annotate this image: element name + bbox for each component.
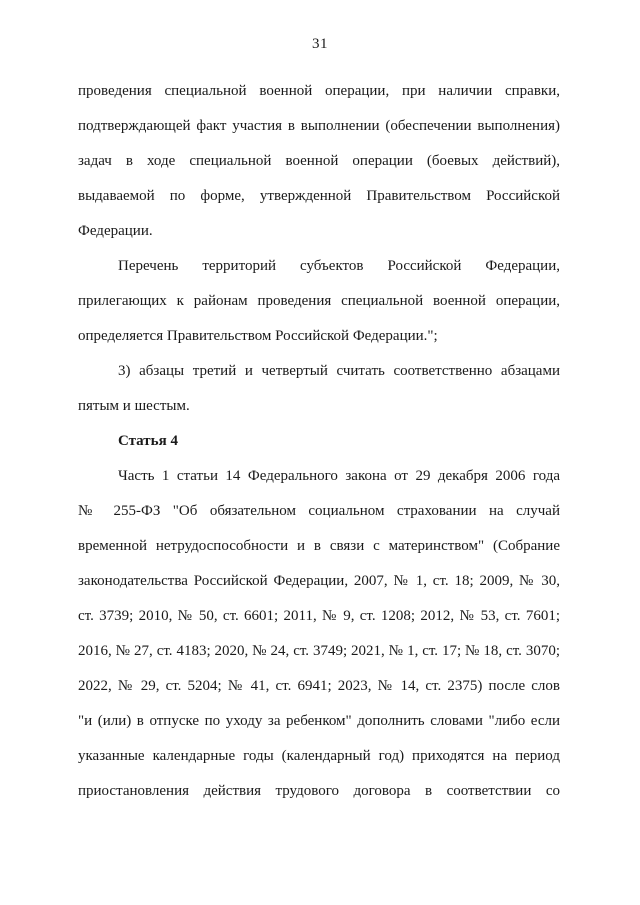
text-line: 3) абзацы третий и четвертый считать соответственно абзацами [118,363,560,379]
text-line: подтверждающей факт участия в выполнении (обеспечении выполнения) [78,118,560,134]
text-line: Перечень территорий субъектов Российской Федерации, [118,258,560,274]
text-line: указанные календарные годы (календарный год) приходятся на период [78,748,560,764]
text-line: 2016, № 27, ст. 4183; 2020, № 24, ст. 3749; 2021, № 1, ст. 17; № 18, ст. 3070; [78,643,560,659]
article-heading: Статья 4 [118,433,178,449]
text-line: 2022, № 29, ст. 5204; № 41, ст. 6941; 2023, № 14, ст. 2375) после слов [78,678,560,694]
text-line: проведения специальной военной операции, при наличии справки, [78,83,560,99]
text-line: пятым и шестым. [78,398,190,414]
text-line: определяется Правительством Российской Федерации."; [78,328,438,344]
text-line: временной нетрудоспособности и в связи с материнством" (Собрание [78,538,560,554]
text-line: задач в ходе специальной военной операции (боевых действий), [78,153,560,169]
text-line: Часть 1 статьи 14 Федерального закона от 29 декабря 2006 года [118,468,560,484]
text-line: Федерации. [78,223,153,239]
text-line: законодательства Российской Федерации, 2007, № 1, ст. 18; 2009, № 30, [78,573,560,589]
text-line: приостановления действия трудового договора в соответствии со [78,783,560,799]
page-number: 31 [312,36,328,52]
text-line: ст. 3739; 2010, № 50, ст. 6601; 2011, № 9, ст. 1208; 2012, № 53, ст. 7601; [78,608,560,624]
text-line: № 255-ФЗ "Об обязательном социальном страховании на случай [78,503,560,519]
text-line: выдаваемой по форме, утвержденной Правительством Российской [78,188,560,204]
text-line: "и (или) в отпуске по уходу за ребенком" дополнить словами "либо если [78,713,560,729]
text-line: прилегающих к районам проведения специальной военной операции, [78,293,560,309]
